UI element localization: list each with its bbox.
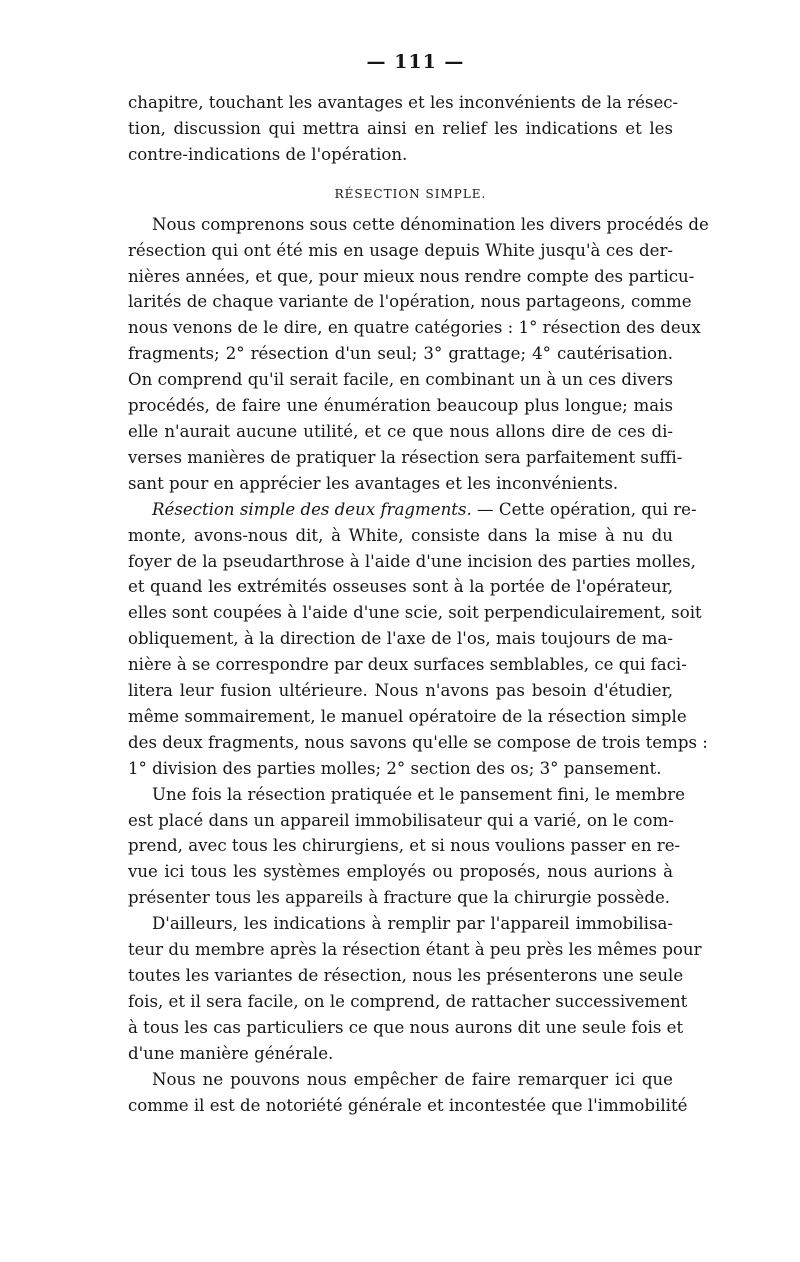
text-line: obliquement, à la direction de l'axe de l'os, mais toujours de ma- (128, 629, 673, 649)
italic-lead: Résection simple des deux fragments. (152, 499, 472, 519)
paragraph (128, 90, 679, 168)
text-line: litera leur fusion ultérieure. Nous n'avons pas besoin d'étudier, (128, 681, 673, 701)
paragraph (128, 911, 702, 1066)
text-line: résection qui ont été mis en usage depuis White jusqu'à ces der- (128, 240, 673, 260)
text-line: Nous comprenons sous cette dénomination les divers procédés de (152, 214, 709, 234)
text-line: même sommairement, le manuel opératoire de la résection simple (128, 706, 687, 726)
text-line: d'une manière générale. (128, 1043, 334, 1063)
text-line: tion, discussion qui mettra ainsi en relief les indications et les (128, 118, 673, 138)
text-fragment: — Cette opération, qui re- (471, 499, 697, 519)
text-line: Une fois la résection pratiquée et le pansement fini, le membre (152, 784, 685, 804)
text-line: nière à se correspondre par deux surfaces semblables, ce qui faci- (128, 655, 687, 675)
text-line: vue ici tous les systèmes employés ou proposés, nous aurions à (128, 862, 673, 882)
text-line: des deux fragments, nous savons qu'elle se compose de trois temps : (128, 732, 708, 752)
text-line: On comprend qu'il serait facile, en combinant un à un ces divers (128, 370, 673, 390)
section-title: RÉSECTION SIMPLE. (334, 186, 487, 201)
text-line: elles sont coupées à l'aide d'une scie, soit perpendiculairement, soit (128, 603, 702, 623)
paragraph (128, 212, 709, 497)
text-line: toutes les variantes de résection, nous les présenterons une seule (128, 966, 684, 985)
text-line (128, 497, 697, 523)
text-line: sant pour en apprécier les avantages et les inconvénients. (128, 473, 619, 493)
text-line: larités de chaque variante de l'opération, nous partageons, comme (128, 292, 692, 312)
text-line: présenter tous les appareils à fracture que la chirurgie possède. (128, 888, 671, 908)
text-line: elle n'aurait aucune utilité, et ce que nous allons dire de ces di- (128, 421, 673, 441)
text-line: teur du membre après la résection étant à peu près les mêmes pour (128, 940, 702, 960)
text-line: contre-indications de l'opération. (128, 144, 408, 164)
text-line: D'ailleurs, les indications à remplir par l'appareil immobilisa- (152, 914, 673, 934)
text-line: fragments; 2° résection d'un seul; 3° grattage; 4° cautérisation. (128, 344, 673, 364)
text-line: verses manières de pratiquer la résection sera parfaitement suffi- (128, 447, 683, 467)
book-page (128, 50, 709, 1118)
page-number: — 111 — (366, 51, 465, 73)
text-line: procédés, de faire une énumération beaucoup plus longue; mais (128, 396, 673, 416)
text-line: chapitre, touchant les avantages et les inconvénients de la résec- (128, 93, 679, 112)
paragraph (128, 497, 708, 782)
text-line: prend, avec tous les chirurgiens, et si nous voulions passer en re- (128, 836, 681, 856)
text-line: nières années, et que, pour mieux nous rendre compte des particu- (128, 266, 695, 286)
text-line: à tous les cas particuliers ce que nous aurons dit une seule fois et (128, 1017, 684, 1037)
text-line: monte, avons-nous dit, à White, consiste dans la mise à nu du (128, 525, 673, 545)
text-line: Nous ne pouvons nous empêcher de faire remarquer ici que (152, 1069, 673, 1089)
text-line: 1° division des parties molles; 2° section des os; 3° pansement. (128, 758, 662, 778)
text-line: est placé dans un appareil immobilisateur qui a varié, on le com- (128, 810, 674, 830)
text-line: fois, et il sera facile, on le comprend, de rattacher successivement (128, 991, 688, 1011)
text-line: foyer de la pseudarthrose à l'aide d'une incision des parties molles, (128, 551, 696, 571)
paragraph (128, 782, 685, 912)
text-line: nous venons de le dire, en quatre catégories : 1° résection des deux (128, 318, 701, 338)
text-line: et quand les extrémités osseuses sont à la portée de l'opérateur, (128, 577, 673, 597)
text-line: comme il est de notoriété générale et incontestée que l'immobilité (128, 1095, 688, 1115)
paragraph (128, 1067, 688, 1119)
